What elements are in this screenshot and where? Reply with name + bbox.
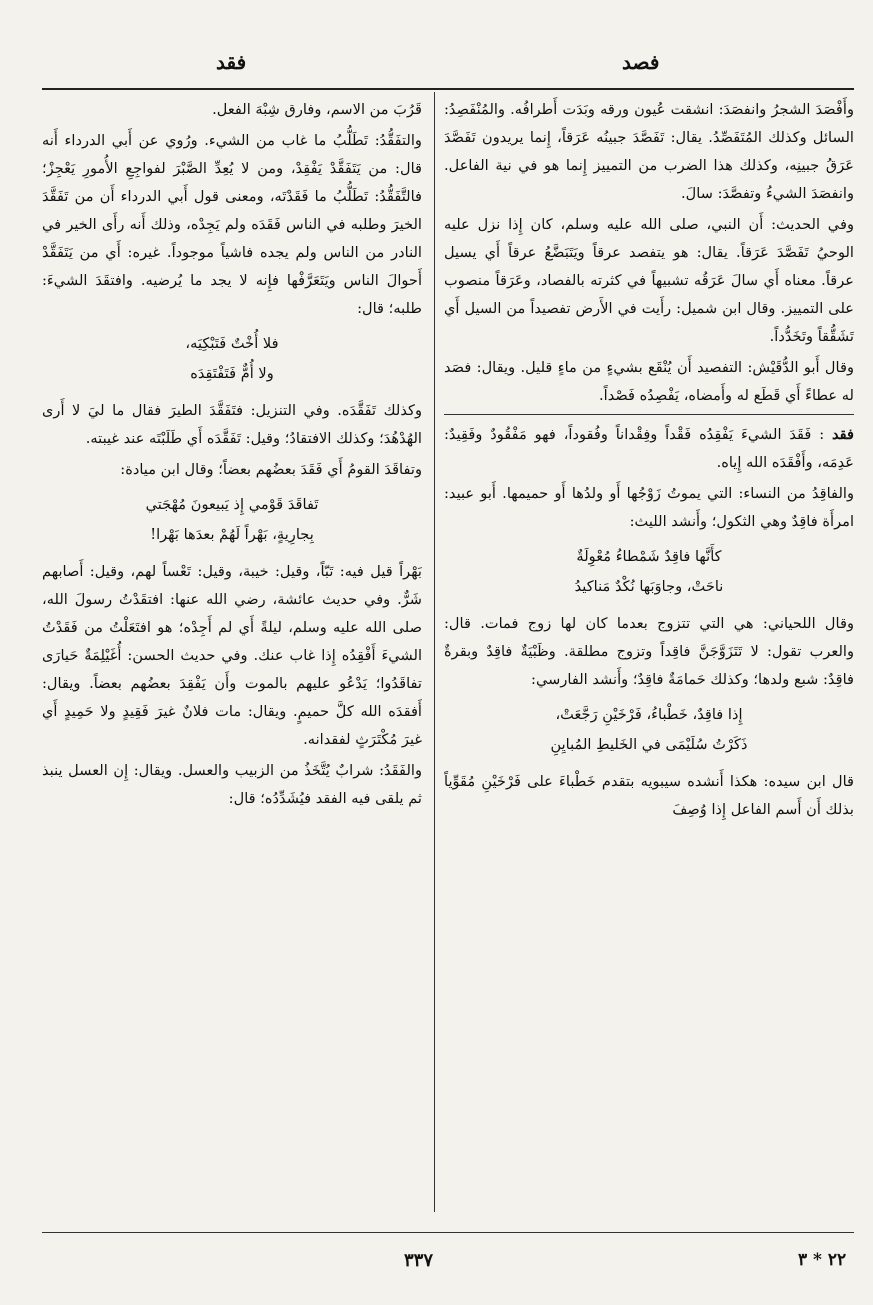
verse-line: كأَنَّها فاقِدٌ شَمْطاءُ مُعْوِلَةٌ: [576, 548, 722, 565]
paragraph: قَرُبَ من الاسم، وفارق شِبْهَ الفعل.: [212, 101, 422, 118]
verse: [444, 700, 854, 760]
verse: [444, 542, 854, 602]
paragraph: وقال أَبو الدُّقَيْش: التفصيد أَن يُنْقَع بشيءٍ من ماءٍ قليل. ويقال: فصَد له عطاءً أَي قَطَع له وأَمضاه، يَفْصِدُه فَصْداً.: [444, 359, 854, 404]
entry-text: فَقَدَ الشيءَ يَفْقِدُه فَقْداً وفِقْداناً وفُقوداً، فهو مَفْقُودٌ وفَقِيدٌ: عَدِمَه، وأَفْقَدَه الله إِياه.: [444, 426, 854, 471]
verse-line: ولا أُمٌّ فَتَفْتَقِدَه: [190, 365, 274, 382]
signature-mark: ٢٢ * ٣: [798, 1250, 847, 1270]
entry-headword: فقد: [831, 426, 854, 443]
verse-line: بِجارِيةٍ، بَهْراً لَهُمْ بعدَها بَهْرا!: [150, 526, 314, 543]
verse: [42, 329, 422, 389]
verse-line: ذَكَرْتُ سُلَيْمَى في الخَليطِ المُبايِنِ: [550, 736, 748, 753]
verse-line: تَفاقَدَ قَوْمي إِذ يَبيعونَ مُهْجَتي: [145, 496, 319, 513]
page-number: ٣٣٧: [404, 1250, 434, 1271]
header-rule: [42, 88, 854, 90]
header-entry-word-left: فقد: [216, 50, 247, 74]
paragraph: والفاقِدُ من النساء: التي يموتُ زَوْجُها أَو ولدُها أَو حميمها. أَبو عبيد: امرأَة فاقِدٌ وهي الثكول؛ وأَنشد الليث:: [444, 485, 854, 530]
paragraph: وتفاقَدَ القومُ أَي فَقَدَ بعضُهم بعضاً؛ وقال ابن ميادة:: [120, 461, 422, 478]
verse-line: إِذا فاقِدٌ، خَطْباءُ، فَرْخَيْنِ رَجَّعَتْ،: [555, 706, 743, 723]
paragraph: وقال اللحياني: هي التي تتزوج بعدما كان لها زوج فمات. قال: والعرب تقول: لا تَتَزَوَّجَنَّ فاقِداً وتزوج مطلقة. وظَبْيَةٌ فاقِدٌ وبقرةٌ فاقِدٌ: شبع ولدها؛ وكذلك حَمامَةٌ فاقِدٌ؛ وأَنشد الفارسي:: [444, 615, 854, 688]
paragraph: وكذلك تَفَقَّدَه. وفي التنزيل: فتَفَقَّدَ الطيرَ فقال ما ليَ لا أَرى الهُدْهُدَ؛ وكذلك الافتقادُ؛ وقيل: تَفَقَّدَه أَي طَلَبْتَه عند غيبته.: [42, 402, 422, 447]
verse-line: فلا أُخْتٌ فَتَبْكِيَه،: [185, 335, 279, 352]
paragraph: بَهْراً قيل فيه: تَبّاً، وقيل: خيبة، وقيل: تَعْساً لهم، وقيل: أَصابهم شَرٌّ. وفي حديث عائشة، رضي الله عنها: افتقَدْتُ رسولَ الله، صلى الله عليه وسلم، ليلةً أَي لم أَجِدْه؛ هو افتَعَلْتُ من فَقَدْتُ الشيءَ أَفْقِدُه إِذا غاب عنك. وفي حديث الحسن: أُغَيْلِمَةٌ حَيارَى تفاقَدُوا؛ يَدْعُو عليهم بالموت وأَن يَفْقِدَ بعضُهم بعضاً. ويقال: أَفقدَه الله كلَّ حميمٍ. ويقال: مات فلانٌ غيرَ فَقِيدٍ ولا حَمِيدٍ أَي غيرَ مُكْتَرَثٍ لفقدانه.: [42, 563, 422, 748]
verse: [42, 490, 422, 550]
verse-line: ناحَتْ، وجاوَبَها نُكْدٌ مَناكيدُ: [574, 578, 724, 595]
column-divider: [434, 92, 435, 1212]
right-column: [444, 96, 854, 1226]
paragraph: والتفَقُّدُ: تَطَلُّبُ ما غاب من الشيء. ورُوي عن أَبي الدرداء أَنه قال: من يَتَفَقَّدْ يَفْقِدْ، ومن لا يُعِدِّ الصَّبْرَ لفواجِعِ الأُمورِ يَعْجِزْ؛ فالتَّفَقُّدُ: تَطَلُّبُ ما فَقَدْتَه، ومعنى قول أَبي الدرداء أَن من تَفَقَّدَ الخيرَ وطلبه في الناس فَقَدَه ولم يَجِدْه، وذلك أَنه رأَى الخير في النادر من الناس ولم يجده فاشياً موجوداً. غيره: أَي من يَتَفَقَّدْ أَحوالَ الناس ويَتَعَرَّفْها فإِنه لا يجد ما يُرضيه. وافتقَدَ الشيءَ: طلبه؛ قال:: [42, 132, 422, 317]
entry-paragraph: فقد : فَقَدَ الشيءَ يَفْقِدُه فَقْداً وفِقْداناً وفُقوداً، فهو مَفْقُودٌ وفَقِيدٌ: عَدِمَه، وأَفْقَدَه الله إِياه.: [444, 426, 854, 471]
left-column: [42, 96, 422, 1226]
paragraph: قال ابن سيده: هكذا أَنشده سيبويه بتقدم خَطْباءَ على فَرْخَيْنِ مُقَوِّياً بذلك أَن أَسم الفاعل إِذا وُصِفَ: [444, 773, 854, 818]
header-entry-word-right: فصد: [622, 50, 660, 74]
entry-separator: [444, 414, 854, 415]
paragraph: وأَفْصَدَ الشجرُ وانفصَدَ: انشقت عُيون ورقه وبَدَت أَطرافُه. والمُنْفَصِدُ: السائل وكذلك المُتَفَصِّدُ. يقال: تَفَصَّدَ جبينُه عَرَقاً، إِنما يريدون تَفَصَّدَ عَرَقُ جبينِه، وكذلك هذا الضرب من التمييز إِنما هو في نية الفاعل. وانفصَدَ الشيءُ وتفصَّدَ: سالَ.: [444, 101, 854, 202]
paragraph: والفَقَدُ: شرابٌ يُتَّخَذُ من الزبيب والعسل. ويقال: إِن العسل ينبذ ثم يلقى فيه الفقد فيُشَدِّدُه؛ قال:: [42, 762, 422, 807]
footer-rule: [42, 1232, 854, 1233]
paragraph: وفي الحديث: أَن النبي، صلى الله عليه وسلم، كان إِذا نزل عليه الوحيُ تَفَصَّدَ عَرَقاً. يقال: هو يتفصد عرقاً ويَتَبَضَّعُ عرقاً أَي يسيل عرقاً. معناه أَي سالَ عَرَقُه تشبيهاً في كثرته بالفصاد، وعَرَقاً منصوب على التمييز. وقال ابن شميل: رأَيت في الأَرض تفصيداً من السيل أَي تَشَقُّقاً وتَخَدُّداً.: [444, 216, 854, 345]
